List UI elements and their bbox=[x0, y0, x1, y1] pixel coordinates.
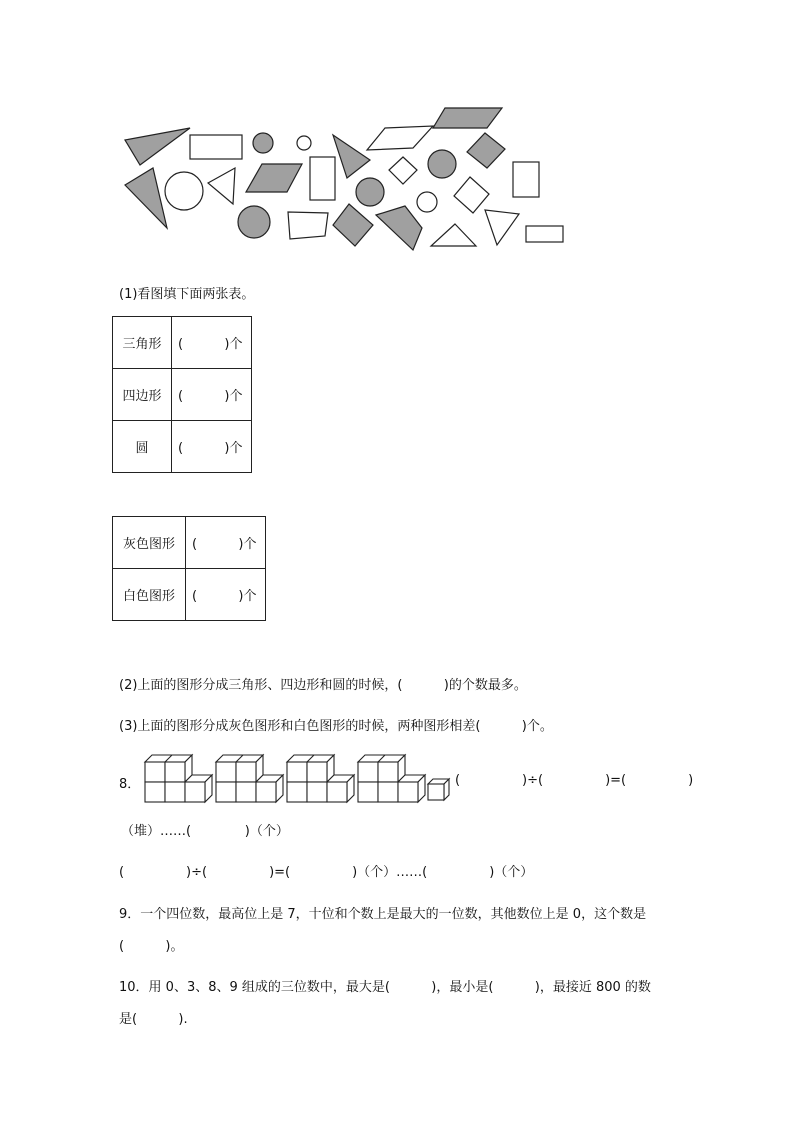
gray-triangle bbox=[125, 168, 167, 228]
quadrilateral-count-blank[interactable]: ( )个 bbox=[172, 369, 252, 421]
row-label-quadrilateral: 四边形 bbox=[113, 369, 172, 421]
q1-instruction: (1)看图填下面两张表。 bbox=[119, 287, 255, 302]
white-circle bbox=[297, 136, 311, 150]
gray-parallelogram bbox=[433, 108, 502, 128]
q9-line1: 9．一个四位数，最高位上是 7，十位和个数上是最大的一位数，其他数位上是 0，这个数是 bbox=[119, 907, 647, 922]
cube-stack bbox=[216, 755, 283, 802]
gray-circle bbox=[238, 206, 270, 238]
triangle-count-blank[interactable]: ( )个 bbox=[172, 317, 252, 369]
cube-stacks-figure bbox=[140, 752, 458, 807]
white-parallelogram bbox=[367, 126, 433, 150]
table-row bbox=[113, 569, 266, 621]
q8-line3: ( )÷( )=( )（个）……( )（个） bbox=[119, 865, 534, 880]
gray-square bbox=[467, 133, 505, 168]
q8-line1: ( )÷( )=( ) bbox=[455, 773, 694, 788]
shapes-figure bbox=[115, 100, 575, 255]
gray-circle bbox=[356, 178, 384, 206]
table-row bbox=[113, 517, 266, 569]
q8-number: 8． bbox=[119, 777, 141, 792]
white-triangle bbox=[208, 168, 235, 204]
cube-stack bbox=[287, 755, 354, 802]
q8-line2: （堆）……( )（个） bbox=[121, 824, 289, 839]
table-row bbox=[113, 369, 252, 421]
gray-rectangle bbox=[333, 204, 373, 246]
cube-stack bbox=[358, 755, 425, 802]
cube-stack bbox=[145, 755, 212, 802]
shape-type-table bbox=[112, 316, 252, 473]
gray-circle bbox=[428, 150, 456, 178]
row-label-circle: 圆 bbox=[113, 421, 172, 473]
row-label-white: 白色图形 bbox=[113, 569, 186, 621]
white-triangle bbox=[431, 224, 476, 246]
table-row bbox=[113, 317, 252, 369]
white-square bbox=[389, 157, 417, 184]
white-triangle bbox=[485, 210, 519, 245]
gray-triangle bbox=[125, 128, 190, 165]
gray-circle bbox=[253, 133, 273, 153]
q2-text: (2)上面的图形分成三角形、四边形和圆的时候，( )的个数最多。 bbox=[119, 678, 527, 693]
gray-triangle bbox=[333, 135, 370, 178]
gray-count-blank[interactable]: ( )个 bbox=[186, 517, 266, 569]
table-row bbox=[113, 421, 252, 473]
q10-line1: 10．用 0、3、8、9 组成的三位数中，最大是( )，最小是( )，最接近 800 的数 bbox=[119, 980, 651, 995]
white-circle bbox=[165, 172, 203, 210]
gray-parallelogram bbox=[246, 164, 302, 192]
white-circle bbox=[417, 192, 437, 212]
q9-line2: ( )。 bbox=[119, 939, 184, 954]
white-quadrilateral bbox=[288, 212, 328, 239]
gray-quadrilateral bbox=[376, 206, 422, 250]
circle-count-blank[interactable]: ( )个 bbox=[172, 421, 252, 473]
row-label-triangle: 三角形 bbox=[113, 317, 172, 369]
white-rectangle bbox=[310, 157, 335, 200]
white-rectangle bbox=[190, 135, 242, 159]
q3-text: (3)上面的图形分成灰色图形和白色图形的时候，两种图形相差( )个。 bbox=[119, 719, 553, 734]
single-cube bbox=[428, 779, 449, 800]
white-rectangle bbox=[513, 162, 539, 197]
white-square bbox=[454, 177, 489, 213]
q10-line2: 是( ). bbox=[119, 1012, 188, 1027]
white-count-blank[interactable]: ( )个 bbox=[186, 569, 266, 621]
white-rectangle bbox=[526, 226, 563, 242]
row-label-gray: 灰色图形 bbox=[113, 517, 186, 569]
shape-color-table bbox=[112, 516, 266, 621]
